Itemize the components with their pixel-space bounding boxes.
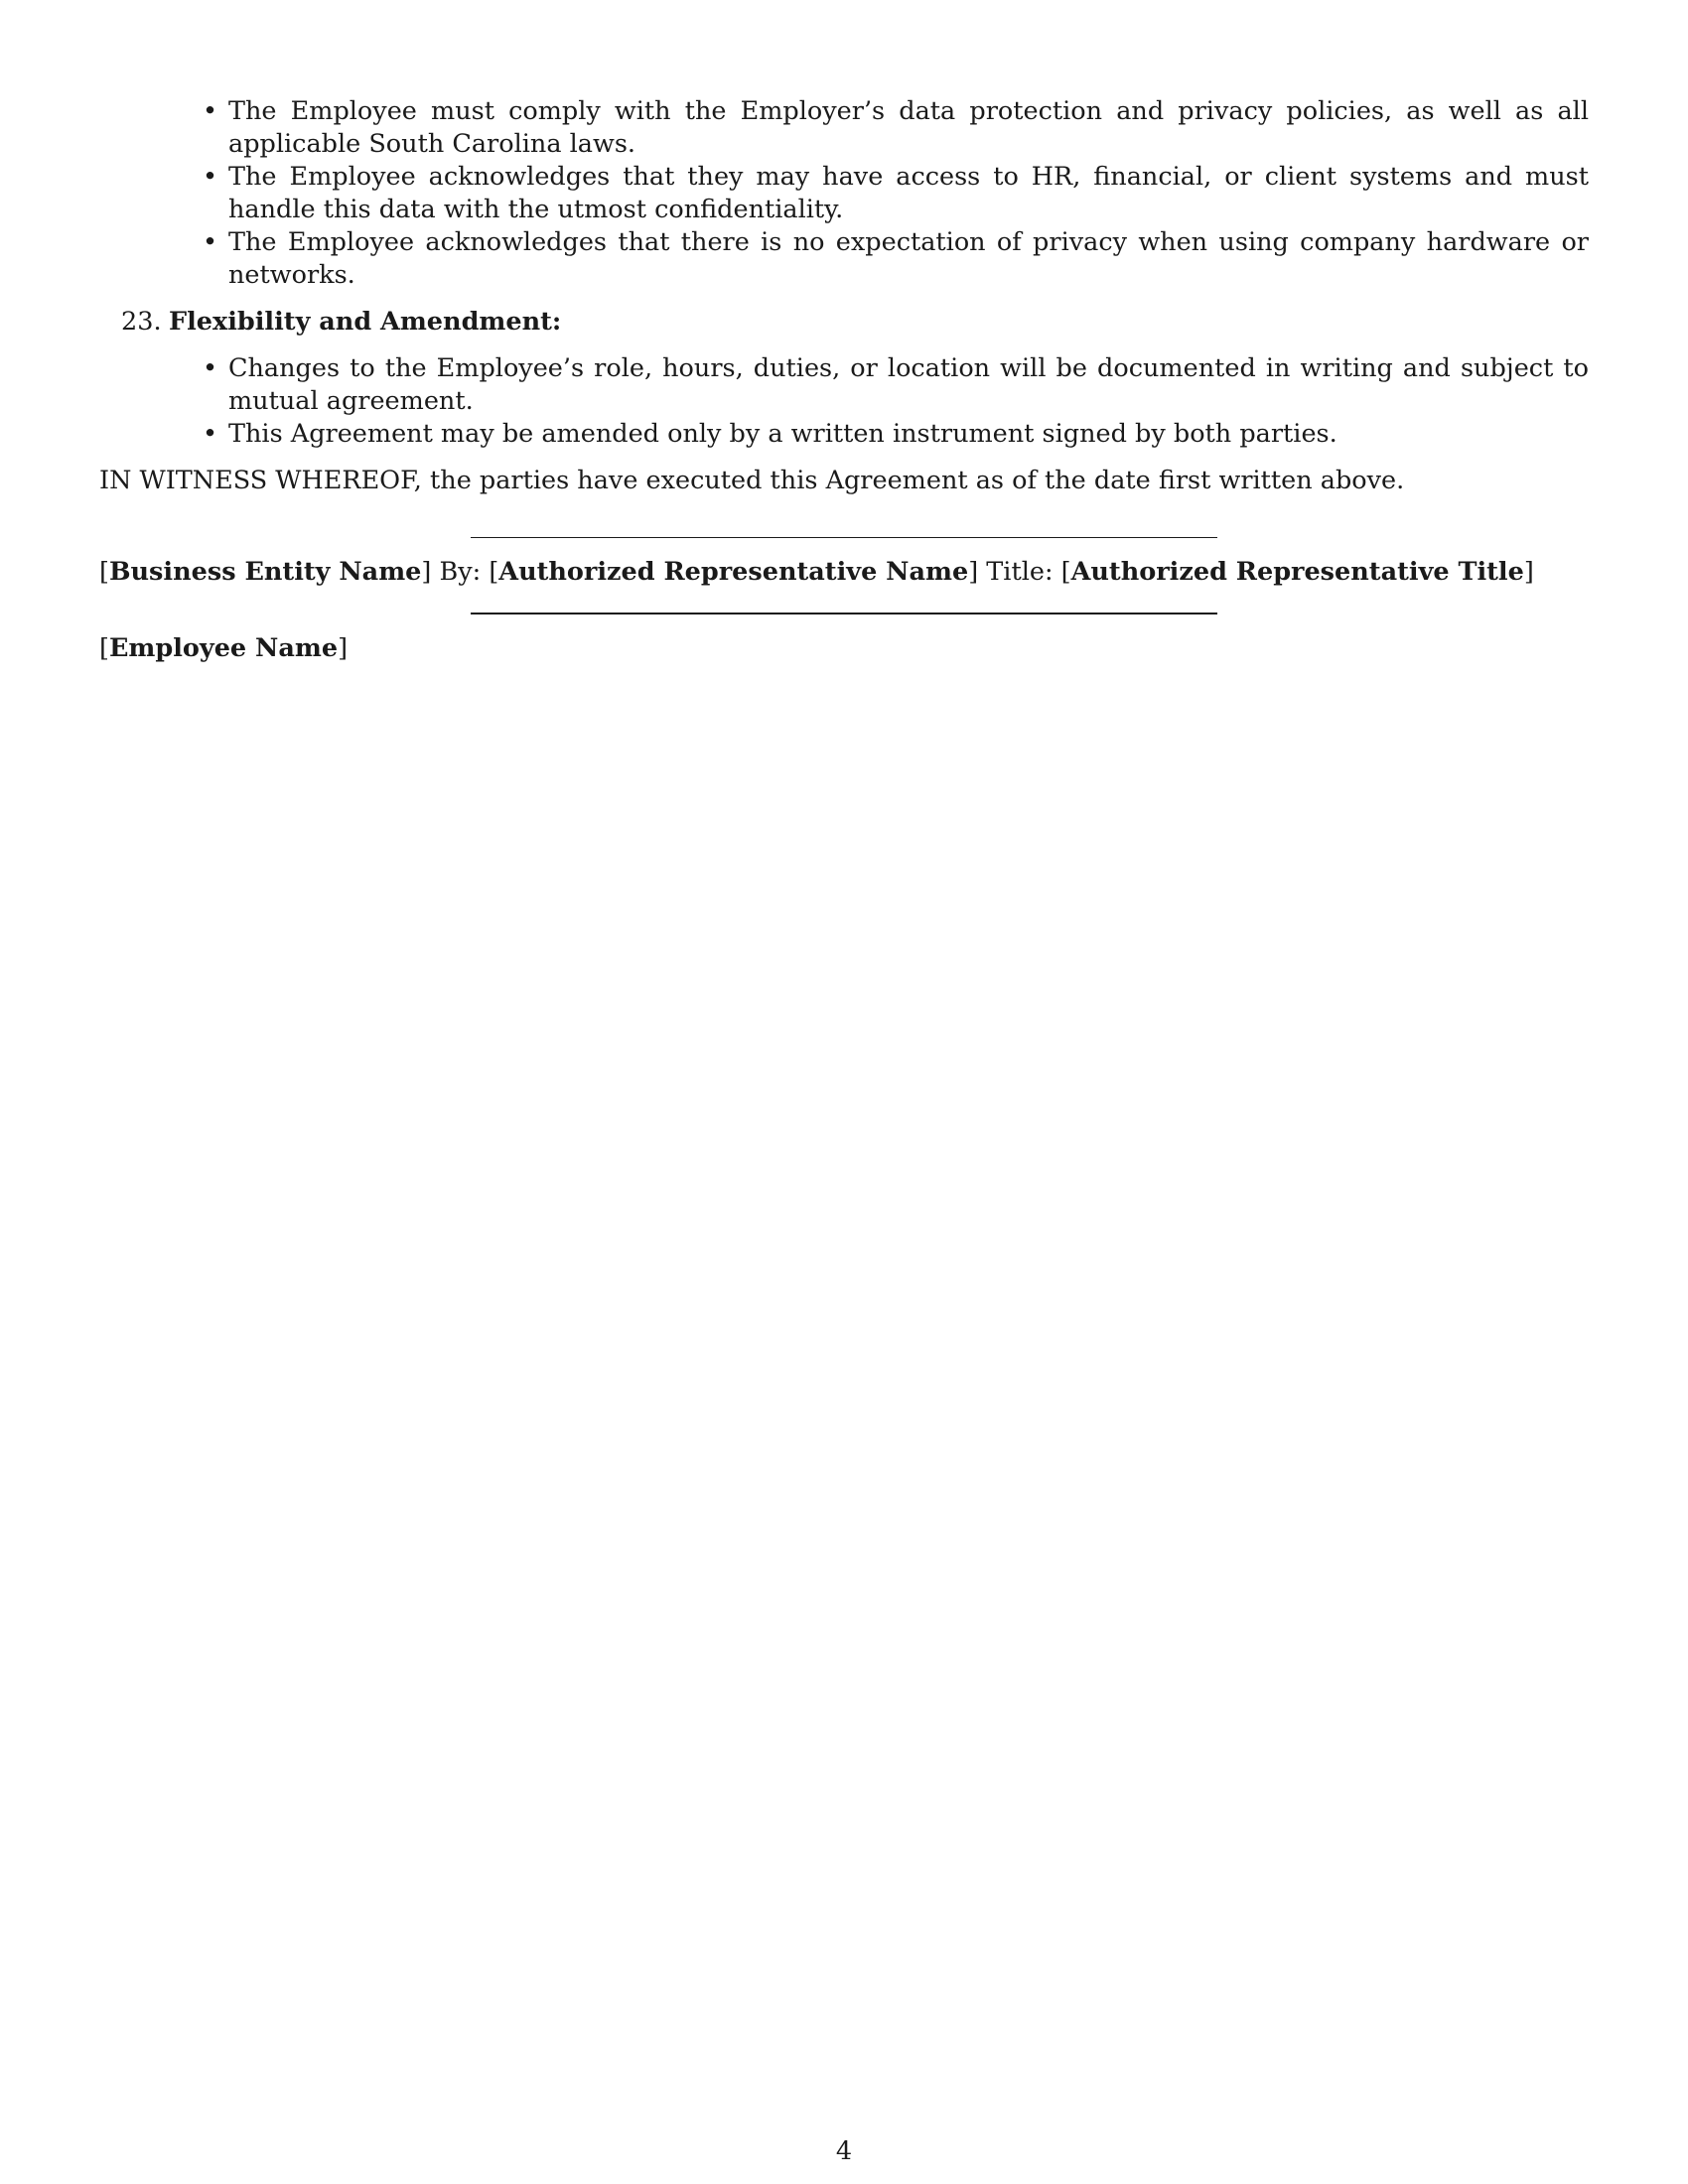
employee-name: Employee Name (108, 633, 339, 663)
employer-signature-line (471, 537, 1217, 538)
document-page (99, 95, 1589, 665)
rep-title: Authorized Representative Title (1070, 557, 1524, 587)
page-number: 4 (835, 2136, 853, 2166)
section-number: 23. (121, 307, 162, 337)
bullet-item: • The Employee must comply with the Employer’s data protection and privacy policies, as well as all applicable South Carolina laws. (228, 95, 1589, 161)
bullet-item: • The Employee acknowledges that they may have access to HR, financial, or client systems and must handle this data with the utmost confidentiality. (228, 161, 1589, 226)
witness-clause: IN WITNESS WHEREOF, the parties have executed this Agreement as of the date first written above. (99, 466, 1405, 495)
section-23-bullet-list (99, 352, 1589, 451)
entity-name: Business Entity Name (108, 557, 422, 587)
employee-signature-text: [Employee Name] (99, 633, 349, 663)
employer-signature-text: [Business Entity Name] By: [Authorized Representative Name] Title: [Authorized Representative Title] (99, 557, 1534, 587)
title-label: Title: (986, 557, 1054, 587)
employee-signature-line (471, 613, 1217, 614)
section-23-heading (121, 306, 1589, 339)
bullet-item: • This Agreement may be amended only by a written instrument signed by both parties. (228, 418, 1589, 451)
section-title: Flexibility and Amendment: (169, 307, 562, 337)
bullet-item: • The Employee acknowledges that there is no expectation of privacy when using company hardware or networks. (228, 226, 1589, 292)
section-22-bullet-list (99, 95, 1589, 292)
by-label: By: (439, 557, 482, 587)
rep-name: Authorized Representative Name (498, 557, 969, 587)
bullet-item: • Changes to the Employee’s role, hours, duties, or location will be documented in writing and subject to mutual agreement. (228, 352, 1589, 418)
